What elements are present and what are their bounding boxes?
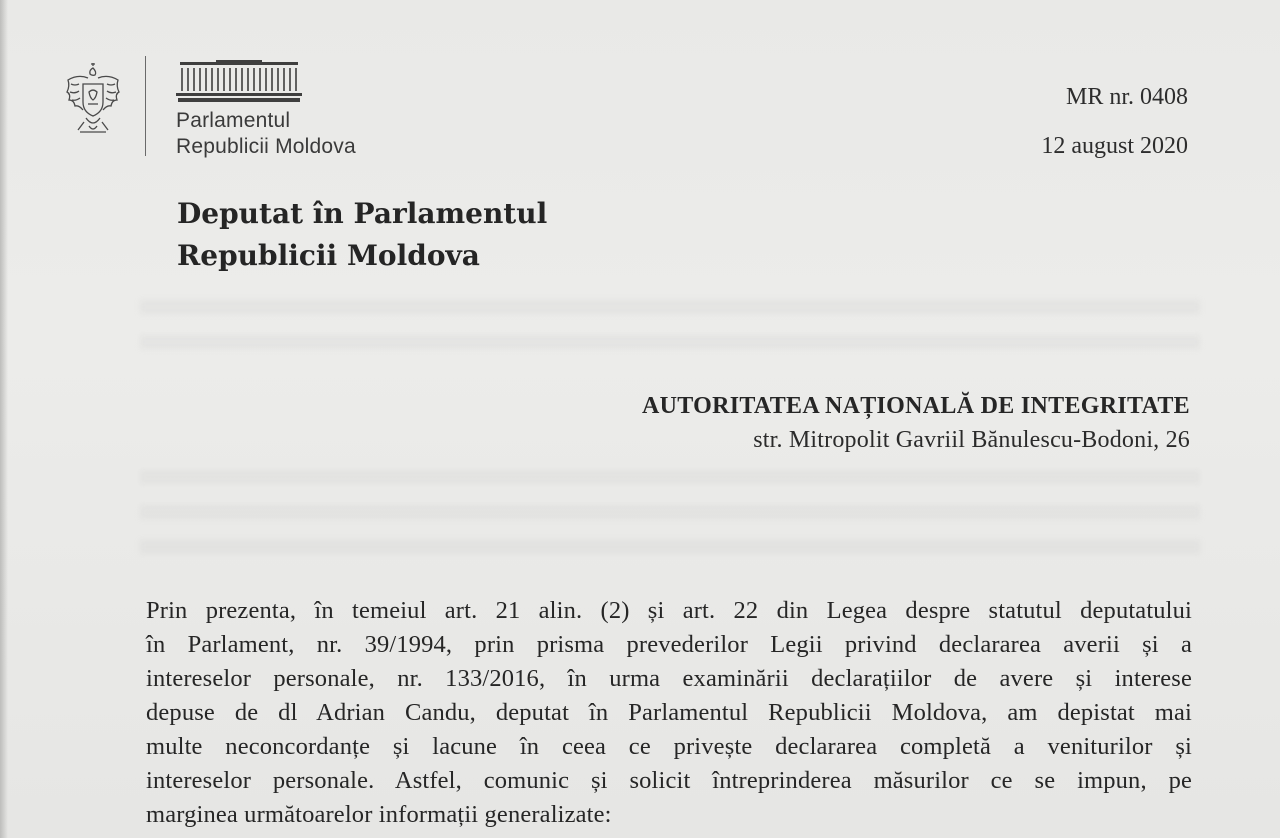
organization-name-line1: Parlamentul <box>176 109 291 132</box>
page-edge-shadow <box>0 0 8 838</box>
body-line: Prin prezenta, în temeiul art. 21 alin. (2) și art. 22 din Legea despre statutul deputatului <box>146 597 1192 624</box>
body-paragraph <box>146 594 1192 832</box>
recipient-address: str. Mitropolit Gavriil Bănulescu-Bodoni, 26 <box>753 427 1190 453</box>
title-line2: Republicii Moldova <box>177 239 480 272</box>
body-line: depuse de dl Adrian Candu, deputat în Parlamentul Republicii Moldova, am depistat mai <box>146 699 1192 726</box>
body-line: în Parlament, nr. 39/1994, prin prisma prevederilor Legii privind declararea averii și a <box>146 631 1192 658</box>
recipient-name: AUTORITATEA NAȚIONALĂ DE INTEGRITATE <box>641 393 1190 419</box>
body-line: intereselor personale. Astfel, comunic și solicit întreprinderea măsurilor ce se impun, pe <box>146 767 1192 794</box>
parliament-building-icon <box>176 60 302 104</box>
document-date: 12 august 2020 <box>1041 133 1188 159</box>
show-through <box>140 300 1200 314</box>
organization-name <box>176 108 356 160</box>
show-through <box>140 335 1200 349</box>
header-divider <box>145 56 146 156</box>
show-through <box>140 505 1200 519</box>
body-line: marginea următoarelor informații generalizate: <box>146 801 612 828</box>
show-through <box>140 540 1200 554</box>
title-line1: Deputat în Parlamentul <box>177 197 548 230</box>
body-line: multe neconcordanțe și lacune în ceea ce privește declararea completă a veniturilor și <box>146 733 1192 760</box>
moldova-coat-of-arms-icon <box>62 62 124 138</box>
reference-number: MR nr. 0408 <box>1065 84 1188 110</box>
document-title <box>177 193 547 277</box>
organization-name-line2: Republicii Moldova <box>176 135 356 158</box>
show-through <box>140 470 1200 484</box>
body-line: intereselor personale, nr. 133/2016, în urma examinării declarațiilor de avere și interese <box>146 665 1192 692</box>
